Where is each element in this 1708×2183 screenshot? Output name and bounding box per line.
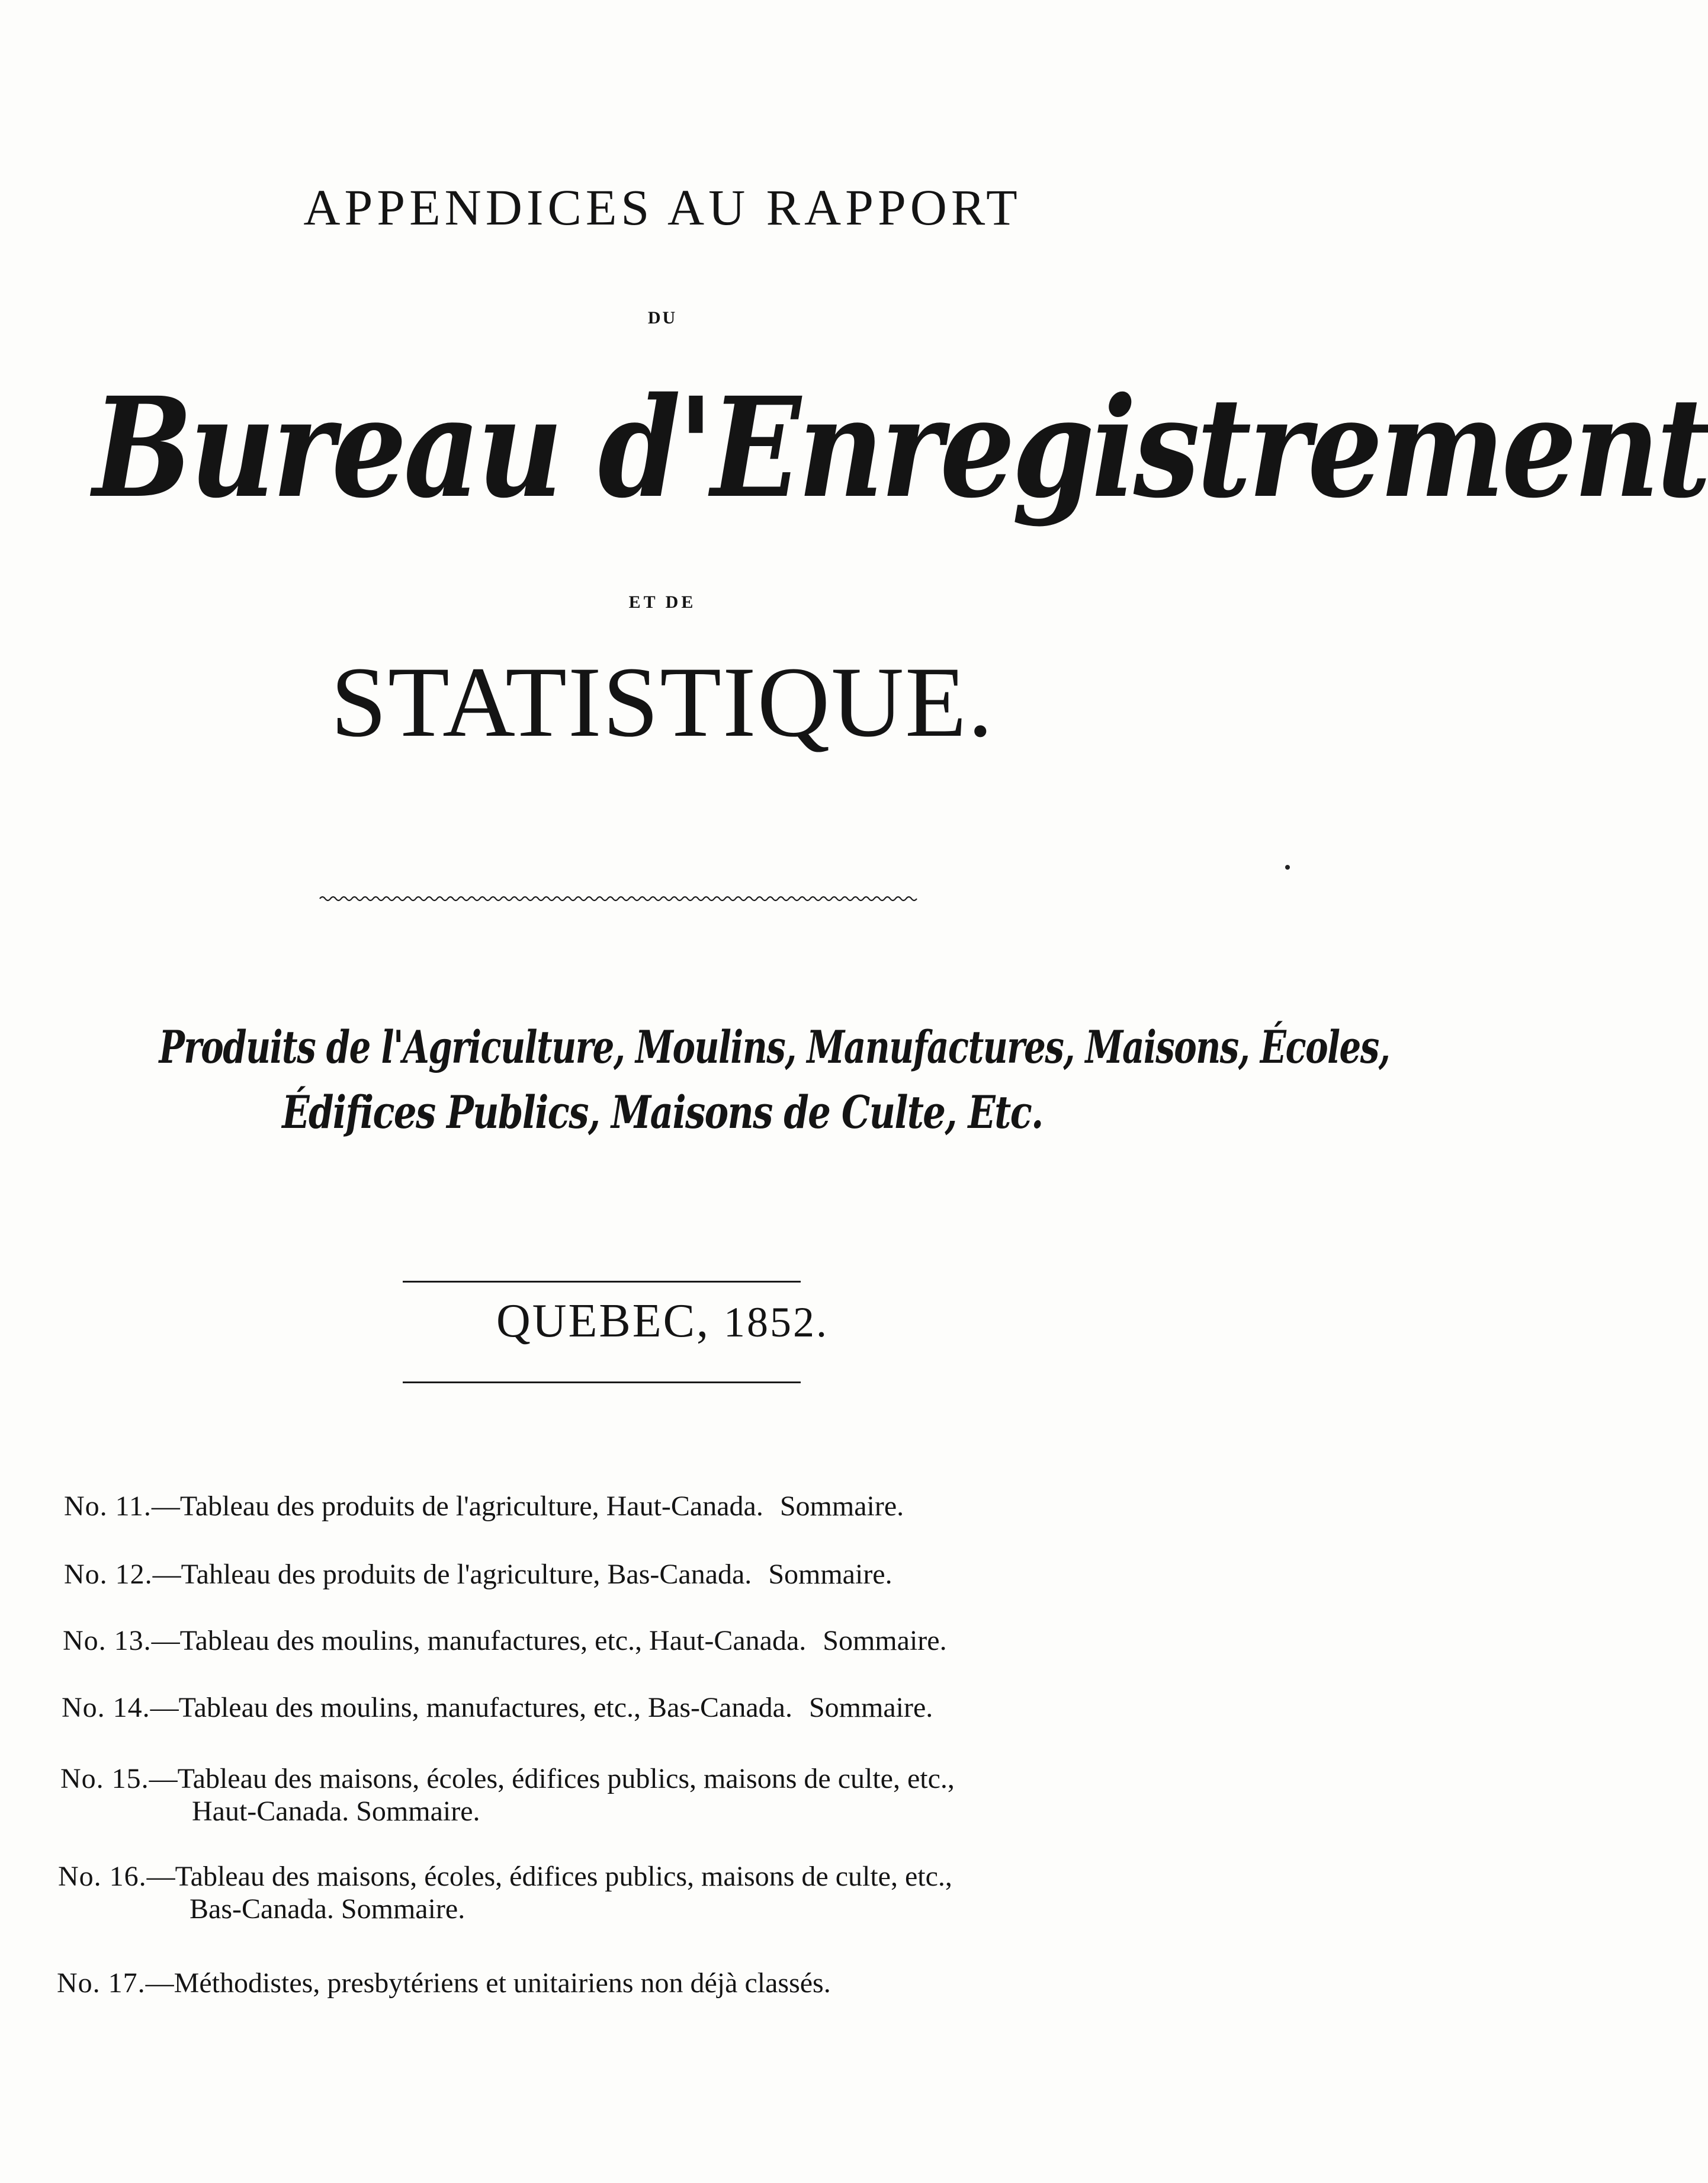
wavy-divider xyxy=(320,892,912,906)
toc-text: —Tableau des moulins, manufactures, etc., Haut-Canada. xyxy=(151,1625,807,1656)
toc-continuation: Bas-Canada. Sommaire. xyxy=(190,1893,465,1925)
toc-number: No. 17. xyxy=(57,1967,146,1999)
toc-text: —Tableau des maisons, écoles, édifices publics, maisons de culte, etc., xyxy=(146,1861,952,1892)
subtitle-line-1: Produits de l'Agriculture, Moulins, Manufactures, Maisons, Écoles, xyxy=(159,1021,1390,1073)
toc-sommaire: Sommaire. xyxy=(823,1625,947,1656)
toc-sommaire: Sommaire. xyxy=(768,1559,892,1590)
toc-item xyxy=(60,1762,955,1828)
toc-item xyxy=(64,1490,904,1522)
toc-text: —Tableau des produits de l'agriculture, Haut-Canada. xyxy=(151,1490,763,1522)
imprint-year: 1852. xyxy=(724,1299,829,1346)
header-du: DU xyxy=(647,308,678,328)
header-et-de: ET DE xyxy=(628,592,696,612)
header-title: APPENDICES AU RAPPORT xyxy=(303,179,1022,236)
toc-number: No. 12. xyxy=(64,1559,153,1590)
statistique-title: STATISTIQUE. xyxy=(330,646,994,758)
main-title: Bureau d'Enregistrement xyxy=(92,367,1708,528)
toc-item xyxy=(63,1624,947,1657)
imprint-rule-bottom xyxy=(403,1381,801,1383)
toc-item xyxy=(57,1967,831,1999)
paper-speck xyxy=(1285,865,1290,870)
toc-text: —Tableau des moulins, manufactures, etc., Bas-Canada. xyxy=(150,1692,792,1723)
toc-sommaire: Sommaire. xyxy=(808,1692,933,1723)
imprint-place: QUEBEC, xyxy=(496,1295,710,1347)
toc-item xyxy=(58,1860,952,1925)
toc-text: —Méthodistes, presbytériens et unitairiens non déjà classés. xyxy=(145,1967,831,1999)
imprint xyxy=(0,1297,1325,1345)
toc-number: No. 13. xyxy=(63,1625,152,1656)
toc-number: No. 16. xyxy=(58,1861,147,1892)
toc-number: No. 15. xyxy=(60,1763,149,1794)
toc-number: No. 14. xyxy=(62,1692,150,1723)
toc-sommaire: Sommaire. xyxy=(779,1490,904,1522)
toc-number: No. 11. xyxy=(64,1490,152,1522)
toc-item xyxy=(62,1691,933,1724)
subtitle-line-2: Édifices Publics, Maisons de Culte, Etc. xyxy=(282,1086,1043,1139)
toc-text: —Tableau des maisons, écoles, édifices publics, maisons de culte, etc., xyxy=(149,1763,955,1794)
imprint-rule-top xyxy=(403,1281,801,1283)
toc-text: —Tahleau des produits de l'agriculture, Bas-Canada. xyxy=(152,1559,752,1590)
toc-item xyxy=(64,1558,892,1591)
toc-continuation: Haut-Canada. Sommaire. xyxy=(192,1796,480,1828)
